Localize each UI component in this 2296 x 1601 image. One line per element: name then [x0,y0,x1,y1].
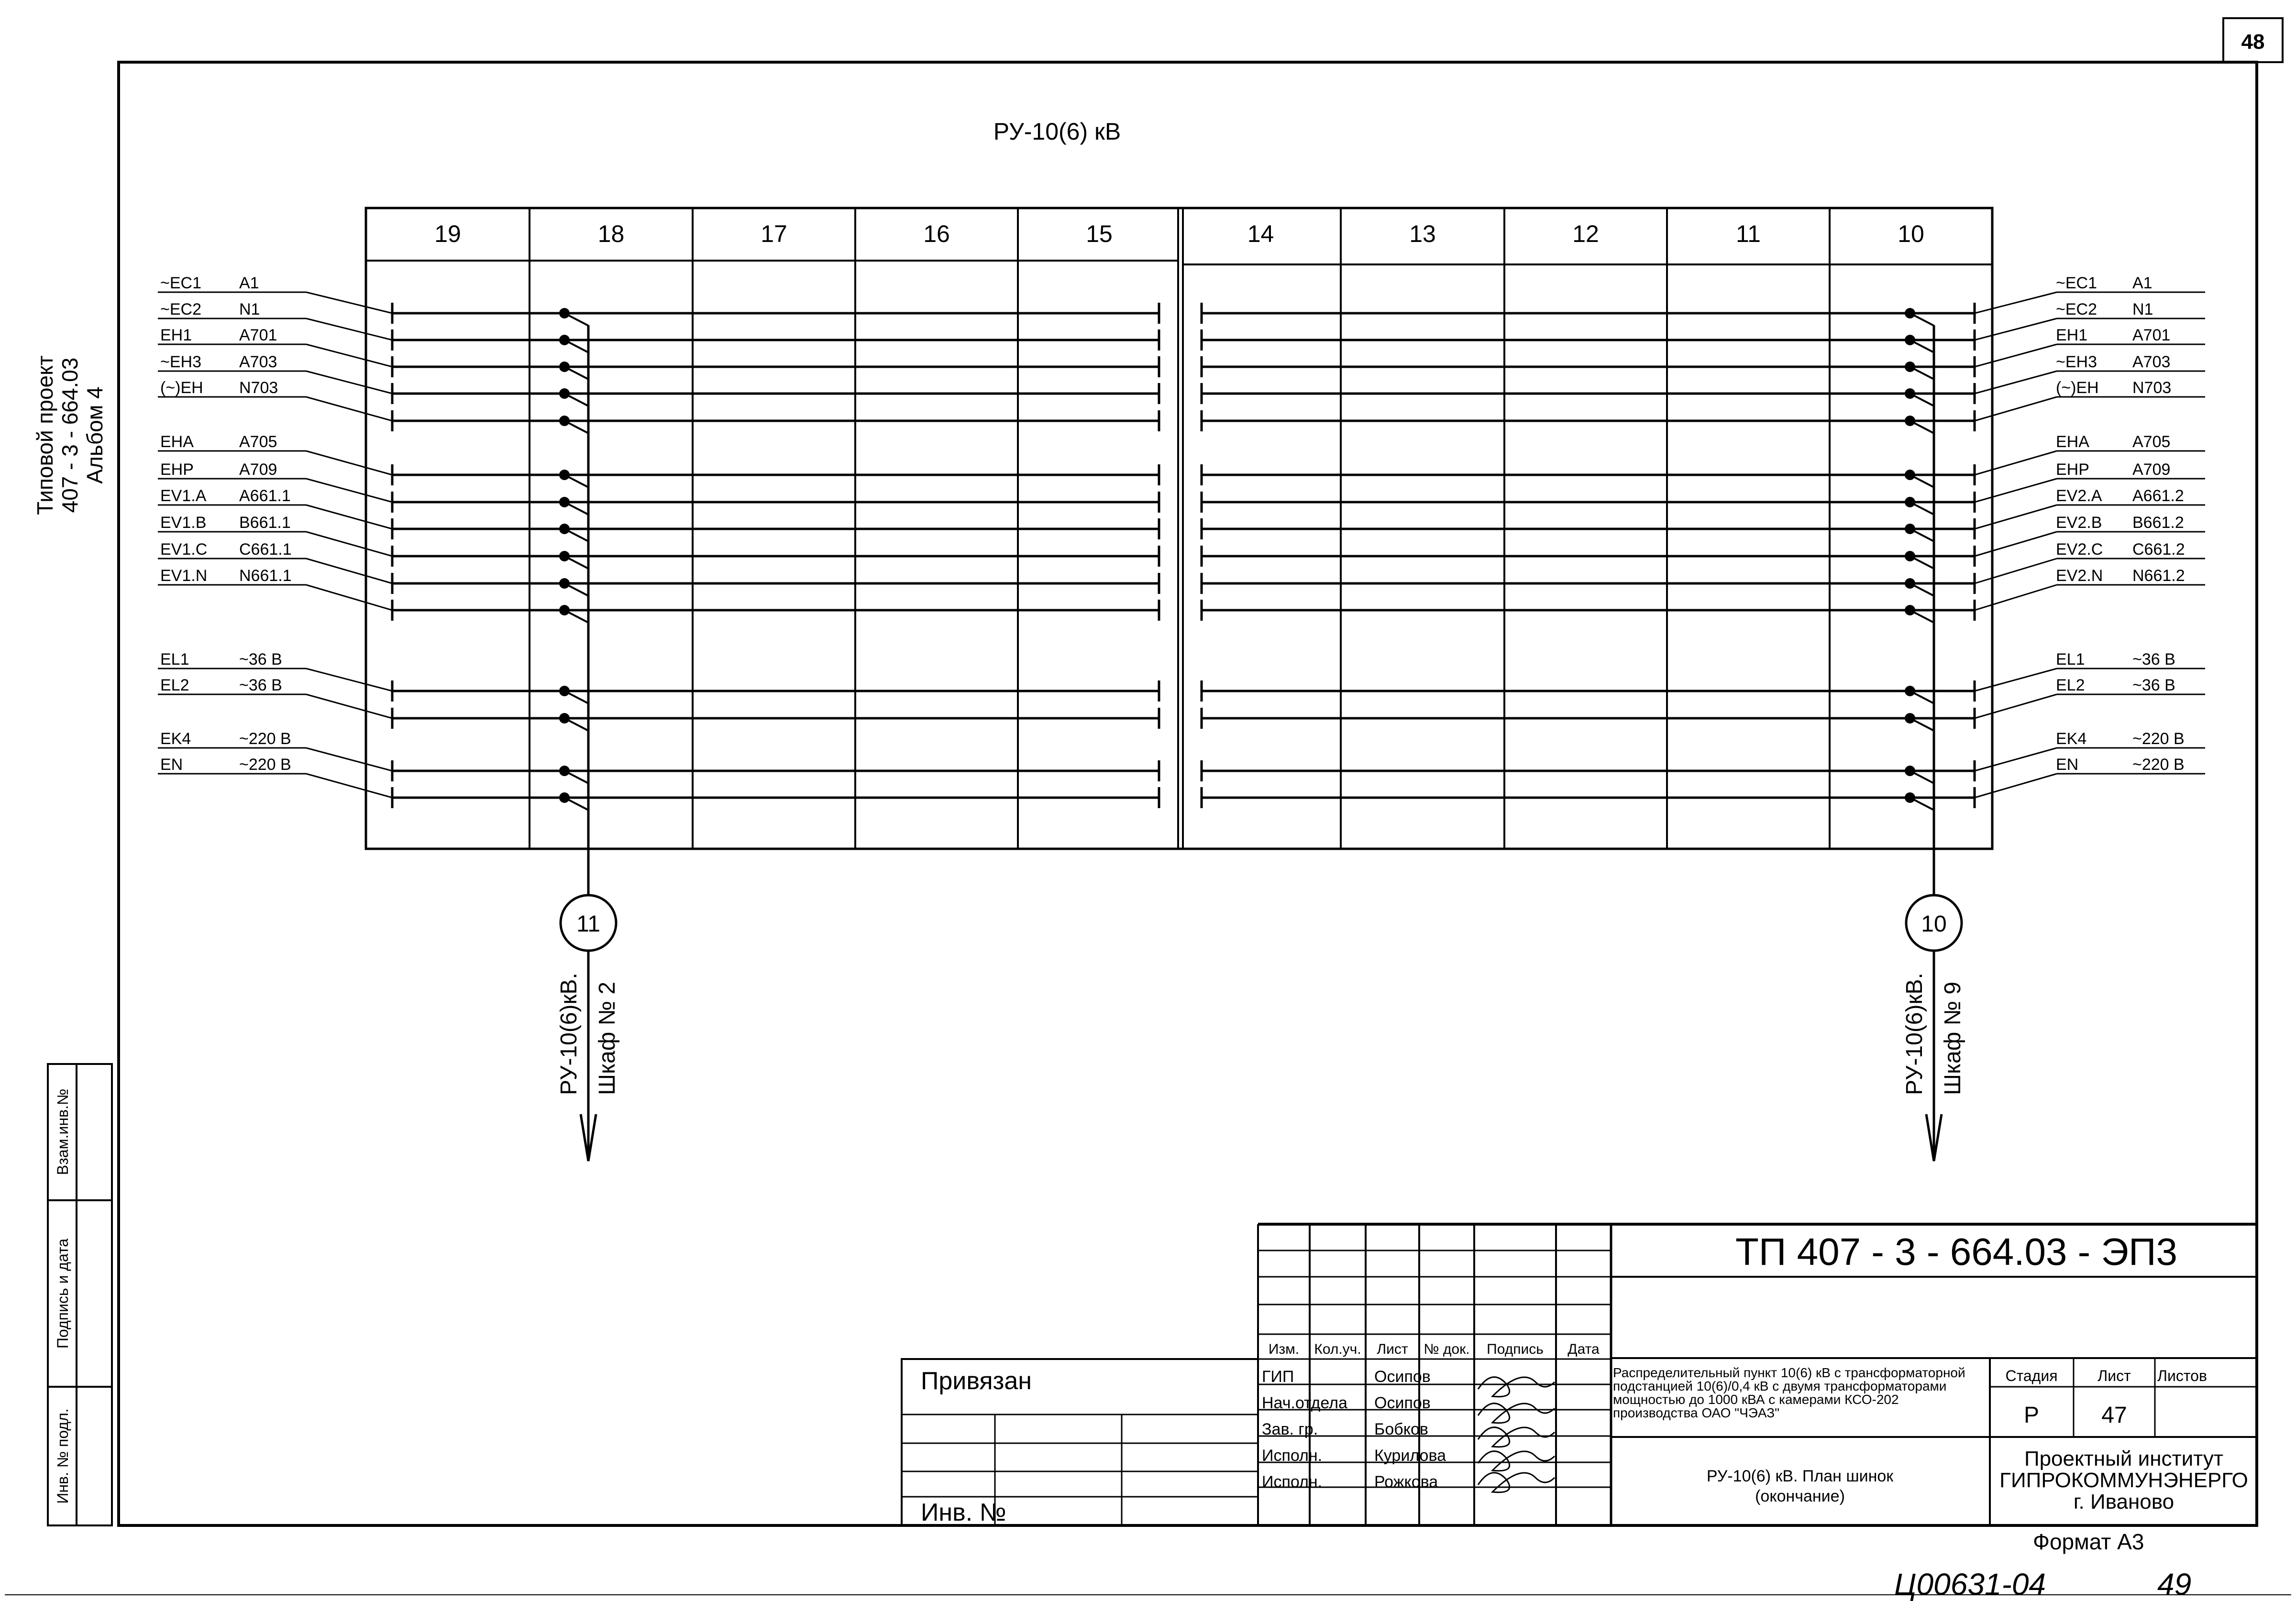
label-leader [1975,292,2057,313]
signature-mark [1478,1404,1555,1423]
side-stamp-label: Инв. № подл. [54,1408,71,1504]
bus-label-right-code: ~EC1 [2056,274,2097,292]
label-leader [306,371,392,394]
tb-role: Исполн. [1262,1447,1323,1465]
tap-slant [564,556,588,569]
label-leader [1975,479,2057,502]
tb-role: Исполн. [1262,1473,1323,1491]
bus-label-left-code: ~EC1 [160,274,201,292]
cabinet-number-15: 15 [1086,220,1113,247]
bus-label-left-code: ~EH3 [160,353,201,371]
output-line2: Шкаф № 9 [1940,981,1965,1095]
tap-slant [1910,718,1934,731]
tb-drawing-name: (окончание) [1755,1487,1845,1505]
bus-label-right-code: EHP [2056,461,2089,479]
bus-label-left-mark: A703 [239,353,277,371]
organization-line: г. Иваново [2073,1490,2175,1513]
bus-label-right-mark: C661.2 [2132,540,2185,559]
bus-label-left-mark: N661.1 [239,567,292,585]
tb-name: Рожкова [1374,1473,1438,1491]
privyazan-label: Привязан [921,1367,1032,1395]
tap-slant [1910,367,1934,379]
label-leader [306,669,392,691]
sheet-number: 48 [2241,30,2265,54]
bus-label-right-mark: ~220 В [2132,756,2185,774]
sheet-header: Лист [2097,1367,2131,1384]
label-leader [306,451,392,475]
bus-label-right-mark: A705 [2132,433,2171,451]
label-leader [306,585,392,610]
bus-label-right-code: ~EH3 [2056,353,2097,371]
stage-header: Стадия [2005,1367,2058,1384]
label-leader [1975,397,2057,421]
sheets-header: Листов [2157,1367,2207,1384]
label-leader [306,694,392,718]
bus-label-left-code: EV1.A [160,487,207,505]
tb-name: Осипов [1374,1368,1431,1386]
bus-label-right-mark: A703 [2132,353,2171,371]
label-leader [306,505,392,529]
handwritten-number: Ц00631-04 [1894,1567,2046,1601]
bus-label-right-mark: B661.2 [2132,514,2184,532]
bus-label-left-mark: A705 [239,433,277,451]
sheet-value: 47 [2101,1403,2127,1428]
bus-label-left-code: EH1 [160,326,192,344]
bus-label-left-code: EHP [160,461,194,479]
tb-name: Курилова [1374,1447,1446,1465]
label-leader [306,532,392,556]
tb-name: Бобков [1374,1420,1428,1438]
bus-label-left-code: (~)EH [160,379,203,397]
tap-slant [1910,556,1934,569]
output-number: 11 [576,911,600,937]
label-leader [306,559,392,583]
tap-slant [1910,394,1934,406]
cabinet-number-14: 14 [1247,220,1274,247]
tap-slant [564,798,588,810]
tb-name: Осипов [1374,1394,1431,1412]
cabinet-number-18: 18 [597,220,625,247]
bus-label-right-mark: A709 [2132,461,2171,479]
label-leader [306,344,392,367]
bus-label-right-code: EHA [2056,433,2089,451]
label-leader [306,774,392,798]
stage-value: Р [2023,1403,2040,1428]
bus-label-left-code: EV1.B [160,514,207,532]
bus-label-left-code: ~EC2 [160,300,201,318]
output-line1: РУ-10(6)кВ. [1902,973,1927,1095]
doc-code: ТП 407 - 3 - 664.03 - ЭП3 [1735,1230,2178,1273]
tap-slant [1910,475,1934,487]
bus-label-left-mark: A1 [239,274,259,292]
tap-slant [564,475,588,487]
tap-slant [564,691,588,703]
bus-label-right-mark: A701 [2132,326,2171,344]
tap-slant [1910,340,1934,352]
bus-label-left-code: EV1.N [160,567,208,585]
tap-slant [564,718,588,731]
label-leader [1975,532,2057,556]
bus-label-right-code: EV2.N [2056,567,2103,585]
tap-slant [1910,798,1934,810]
label-leader [1975,669,2057,691]
bus-label-right-code: EK4 [2056,730,2087,748]
tap-slant [1910,691,1934,703]
signature-mark [1478,1473,1555,1492]
organization-line: Проектный институт [2024,1447,2224,1470]
bus-label-right-mark: ~220 В [2132,730,2185,748]
inv-no-label: Инв. № [921,1499,1006,1526]
bus-label-right-mark: N661.2 [2132,567,2185,585]
bus-label-left-code: EK4 [160,730,191,748]
bus-label-left-code: EN [160,756,183,774]
bus-label-right-mark: ~36 В [2132,650,2175,669]
side-title-line-2: 407 - 3 - 664.03 [57,357,82,513]
bus-label-left-code: EL2 [160,676,189,694]
label-leader [1975,774,2057,798]
output-line1: РУ-10(6)кВ. [556,973,582,1095]
tap-slant [564,340,588,352]
label-leader [306,479,392,502]
tb-role: Нач.отдела [1262,1394,1347,1412]
bus-label-right-mark: N703 [2132,379,2172,397]
side-stamp-label: Подпись и дата [54,1238,71,1349]
tb-header-2: Кол.уч. [1314,1341,1361,1357]
tap-slant [564,771,588,783]
bus-label-right-code: EN [2056,756,2079,774]
bus-label-right-code: EH1 [2056,326,2088,344]
cabinet-number-16: 16 [923,220,950,247]
side-title-line-3: Альбом 4 [82,386,107,484]
cabinet-number-13: 13 [1409,220,1436,247]
tap-slant [564,529,588,541]
drawing-frame [119,62,2257,1525]
bus-label-right-code: EL2 [2056,676,2085,694]
side-title-line-1: Типовой проект [33,355,57,515]
bus-label-right-mark: N1 [2132,300,2153,318]
cabinet-number-12: 12 [1572,220,1599,247]
handwritten-page: 49 [2157,1567,2192,1601]
tap-slant [1910,502,1934,515]
output-line2: Шкаф № 2 [595,981,620,1095]
label-leader [306,318,392,340]
tap-slant [564,367,588,379]
diagram-title: РУ-10(6) кВ [993,118,1121,145]
tap-slant [1910,421,1934,433]
tap-slant [564,502,588,515]
bus-label-left-mark: ~36 В [239,676,282,694]
bus-label-left-mark: ~220 В [239,756,291,774]
tb-header-6: Дата [1567,1341,1600,1357]
bus-label-left-code: EL1 [160,650,189,669]
bus-label-left-mark: A661.1 [239,487,291,505]
bus-label-left-code: EV1.C [160,540,208,559]
label-leader [1975,748,2057,771]
signature-mark [1478,1377,1555,1397]
label-leader [1975,585,2057,610]
format-label: Формат А3 [2033,1529,2144,1554]
cabinet-number-17: 17 [761,220,787,247]
bus-label-right-mark: A1 [2132,274,2152,292]
tb-header-5: Подпись [1487,1341,1544,1357]
organization-line: ГИПРОКОММУНЭНЕРГО [1999,1469,2248,1492]
bus-label-right-code: ~EC2 [2056,300,2097,318]
tap-slant [1910,313,1934,326]
tap-slant [564,421,588,433]
bus-label-right-code: (~)EH [2056,379,2099,397]
tap-slant [564,610,588,623]
output-number: 10 [1921,911,1947,937]
tb-header-3: Лист [1377,1341,1408,1357]
signature-mark [1478,1427,1555,1447]
bus-label-right-code: EV2.A [2056,487,2102,505]
bus-label-right-code: EV2.B [2056,514,2102,532]
bus-label-right-mark: ~36 В [2132,676,2175,694]
tap-slant [1910,529,1934,541]
bus-label-left-mark: B661.1 [239,514,291,532]
label-leader [306,292,392,313]
label-leader [1975,451,2057,475]
label-leader [1975,694,2057,718]
tb-description-line: Распределительный пункт 10(6) кВ с трансформаторной [1613,1365,1965,1380]
bus-label-left-mark: A701 [239,326,277,344]
bus-label-left-mark: N703 [239,379,278,397]
signature-mark [1478,1451,1555,1471]
bus-label-left-mark: C661.1 [239,540,292,559]
cabinet-number-11: 11 [1736,220,1761,247]
tap-slant [564,583,588,596]
label-leader [1975,344,2057,367]
tap-slant [1910,771,1934,783]
tb-header-4: № док. [1424,1341,1470,1357]
label-leader [1975,371,2057,394]
side-stamp-label: Взам.инв.№ [54,1088,71,1175]
label-leader [306,748,392,771]
tb-description-line: подстанцией 10(6)/0,4 кВ с двумя трансформаторами [1613,1379,1947,1393]
tb-drawing-name: РУ-10(6) кВ. План шинок [1706,1467,1894,1485]
bus-label-left-code: EHA [160,433,194,451]
tb-role: ГИП [1262,1368,1294,1386]
bus-label-right-code: EL1 [2056,650,2085,669]
bus-label-left-mark: ~36 В [239,650,282,669]
tap-slant [564,313,588,326]
label-leader [1975,559,2057,583]
bus-label-left-mark: A709 [239,461,277,479]
bus-label-right-mark: A661.2 [2132,487,2184,505]
bus-label-left-mark: ~220 В [239,730,291,748]
label-leader [1975,318,2057,340]
tb-header-1: Изм. [1268,1341,1300,1357]
tb-description-line: производства ОАО "ЧЭАЗ" [1613,1405,1780,1420]
label-leader [306,397,392,421]
tap-slant [564,394,588,406]
bus-label-right-code: EV2.C [2056,540,2103,559]
tap-slant [1910,610,1934,623]
cabinet-number-10: 10 [1898,220,1924,247]
bus-label-left-mark: N1 [239,300,260,318]
cabinet-number-19: 19 [434,220,461,247]
tb-description-line: мощностью до 1000 кВА с камерами КСО-202 [1613,1392,1899,1407]
tap-slant [1910,583,1934,596]
tb-role: Зав. гр. [1262,1420,1318,1438]
label-leader [1975,505,2057,529]
